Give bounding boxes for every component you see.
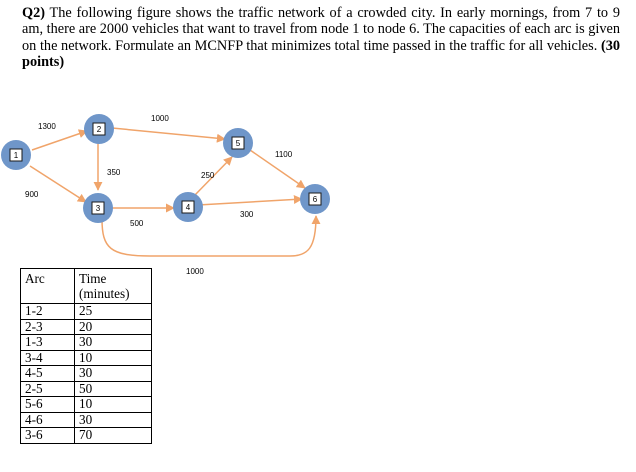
cap-label-2-3: 350	[107, 168, 121, 177]
cap-label-3-4: 500	[130, 219, 144, 228]
node-6-label: 6	[312, 195, 318, 204]
time-cell: 30	[75, 366, 152, 382]
node-4	[173, 192, 203, 222]
arc-cell: 3-4	[21, 350, 75, 366]
arc-cell: 4-6	[21, 412, 75, 428]
question-points: (30 points)	[22, 37, 621, 71]
node-1-label: 1	[13, 151, 19, 160]
arc-cell: 2-5	[21, 381, 75, 397]
cap-label-1-2: 1300	[38, 122, 56, 131]
arc-cell: 4-5	[21, 366, 75, 382]
arc-table-body	[21, 304, 152, 444]
time-cell: 30	[75, 335, 152, 351]
time-cell: 20	[75, 319, 152, 335]
cap-label-2-5: 1000	[151, 114, 169, 123]
time-cell: 25	[75, 304, 152, 320]
arc-2-5	[112, 128, 225, 139]
table-header-row	[21, 269, 152, 304]
node-4-label: 4	[185, 203, 191, 212]
arc-cell: 5-6	[21, 397, 75, 413]
cap-label-1-3: 900	[25, 190, 39, 199]
time-cell: 70	[75, 428, 152, 444]
node-6	[300, 184, 330, 214]
table-row	[21, 319, 152, 335]
arc-cell: 1-3	[21, 335, 75, 351]
arc-time-table	[20, 268, 152, 444]
arc-cell: 2-3	[21, 319, 75, 335]
time-column-header: Time (minutes)	[75, 269, 152, 304]
arc-1-2	[32, 131, 87, 150]
time-cell: 30	[75, 412, 152, 428]
time-cell: 10	[75, 397, 152, 413]
node-3-label: 3	[95, 204, 101, 213]
table-row	[21, 381, 152, 397]
question-body: The following figure shows the traffic network of a crowded city. In early mornings, from 7 to 9 am, there are 2000 vehicles that want to travel from node 1 to node 6. The capacities of each arc is given on the network. Formulate an MCNFP that minimizes total time passed in the traffic for all vehicles.	[22, 5, 620, 54]
table-row	[21, 335, 152, 351]
node-1	[1, 140, 31, 170]
arc-1-3	[30, 166, 86, 202]
table-row	[21, 350, 152, 366]
time-cell: 10	[75, 350, 152, 366]
question-number: Q2)	[22, 5, 46, 21]
arc-4-6	[198, 199, 302, 205]
arc-column-header: Arc	[21, 269, 75, 304]
cap-label-4-5: 250	[201, 171, 215, 180]
cap-label-5-6: 1100	[275, 150, 293, 159]
node-2	[84, 114, 114, 144]
node-5-label: 5	[235, 139, 241, 148]
time-cell: 50	[75, 381, 152, 397]
table-row	[21, 397, 152, 413]
node-5	[223, 128, 253, 158]
node-3	[83, 193, 113, 223]
arc-cell: 3-6	[21, 428, 75, 444]
node-2-label: 2	[96, 125, 102, 134]
table-row	[21, 304, 152, 320]
table-row	[21, 412, 152, 428]
table-row	[21, 366, 152, 382]
table-row	[21, 428, 152, 444]
cap-label-4-6: 300	[240, 210, 254, 219]
arc-cell: 1-2	[21, 304, 75, 320]
cap-label-3-6: 1000	[186, 267, 204, 276]
